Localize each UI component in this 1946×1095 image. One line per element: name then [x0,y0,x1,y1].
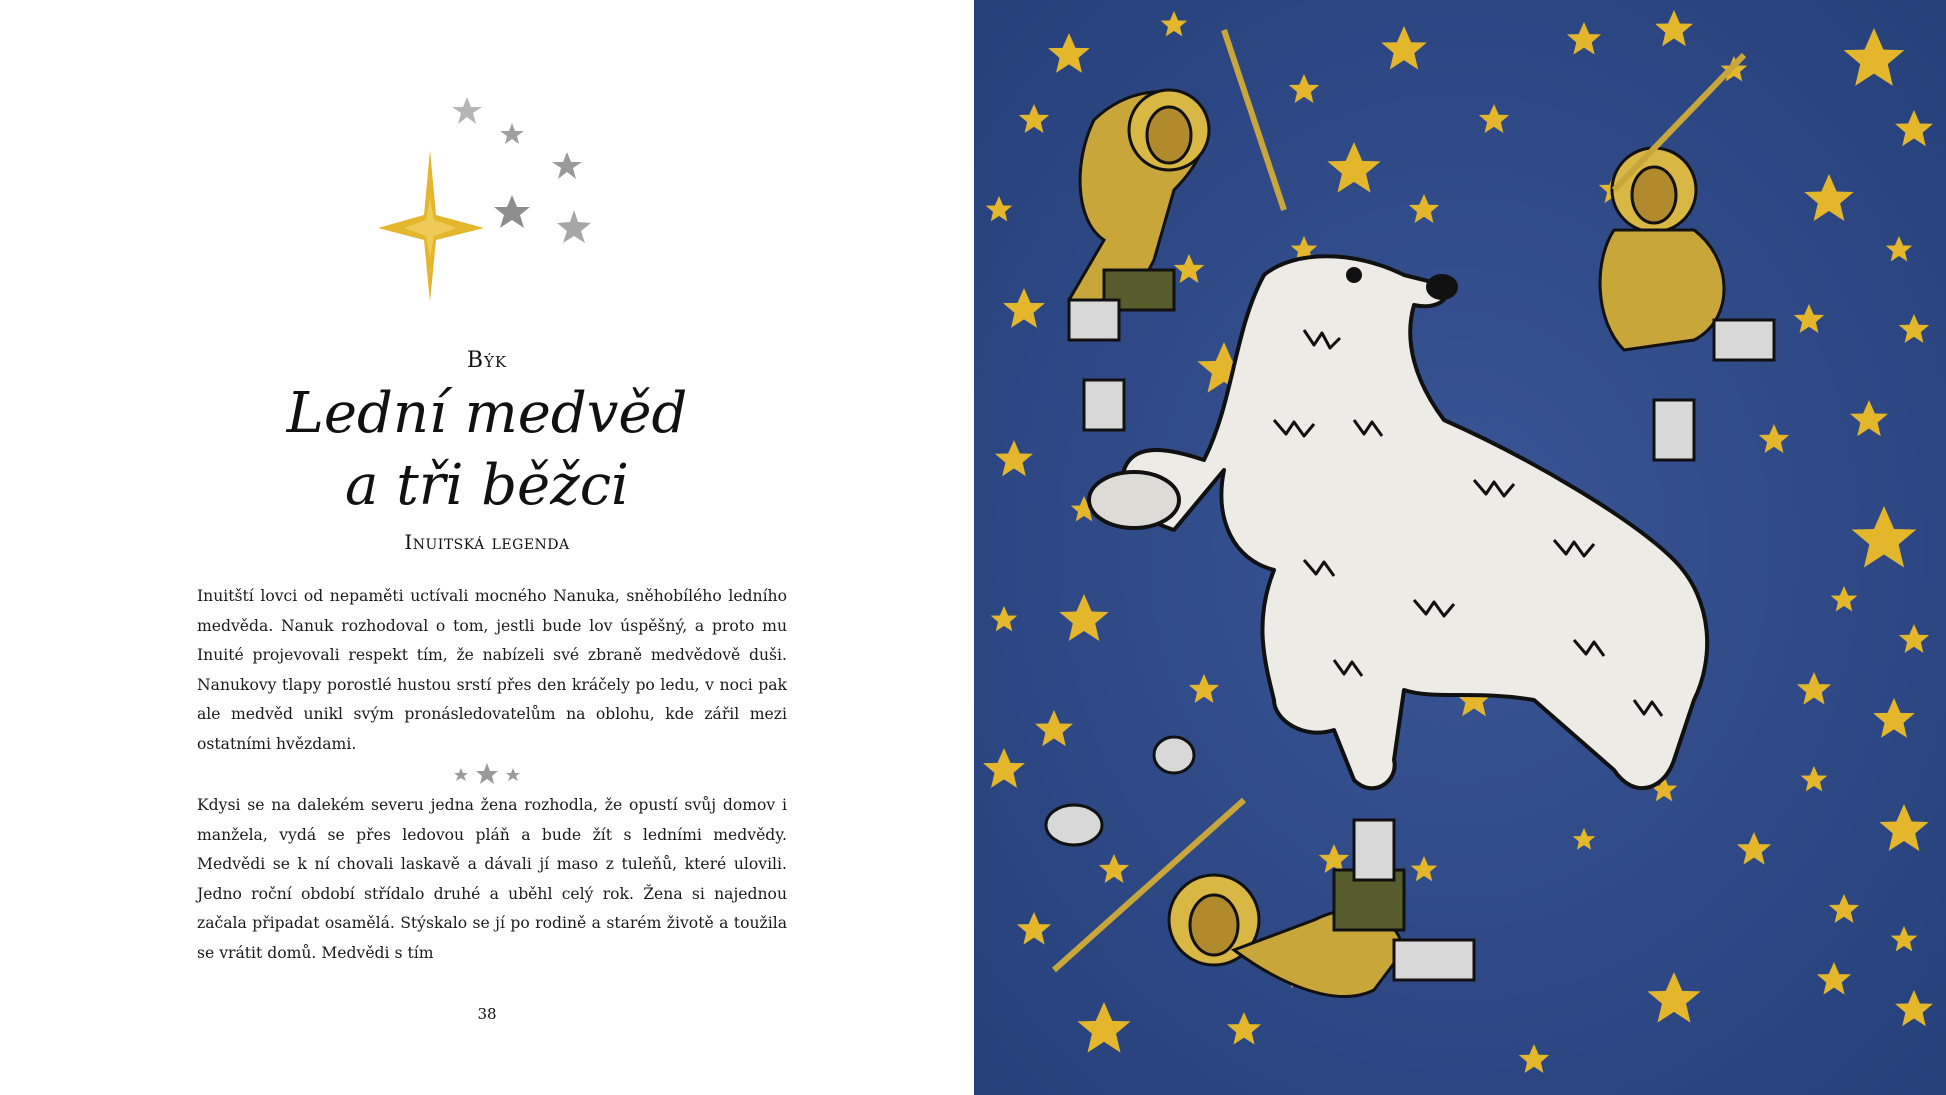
subtitle: Inuitská legenda [404,530,570,554]
gold-and-silver-stars-icon [362,80,612,320]
constellation-name: Býk [466,348,508,373]
polar-bear-and-three-hunters-illustration [974,0,1946,1095]
page-number: 38 [477,1005,497,1023]
paragraph-1: Inuitští lovci od nepaměti uctívali mocného Nanuka, sněhobílého ledního medvěda. Nanuk rozhodoval o tom, jestli bude lov úspěšný, a proto mu Inuité projevovali respekt tím, že nabízeli své zbraně medvědově duši. Nanukovy tlapy porostlé hustou srstí přes den kráčely po ledu, v noci pak ale medvěd unikl svým pronásledovatelům na oblohu, kde zářil mezi ostatními hvězdami. [197,587,787,753]
page-title [0,378,974,522]
right-page-illustration [974,0,1946,1095]
title-line-1: Lední medvěd [286,381,688,446]
paragraph-2: Kdysi se na dalekém severu jedna žena rozhodla, že opustí svůj domov i manžela, vydá se přes ledovou pláň a bude žít s ledními medvědy. Medvědi se k ní chovali laskavě a dávali jí maso z tuleňů, které ulovili. Jedno roční období střídalo druhé a uběhl celý rok. Žena si najednou začala připadat osamělá. Stýskalo se jí po rodině a starém životě a toužila se vrátit domů. Medvědi s tím [197,796,787,962]
three-stars-divider-icon [0,760,974,790]
title-line-2: a tři běžci [345,453,629,518]
